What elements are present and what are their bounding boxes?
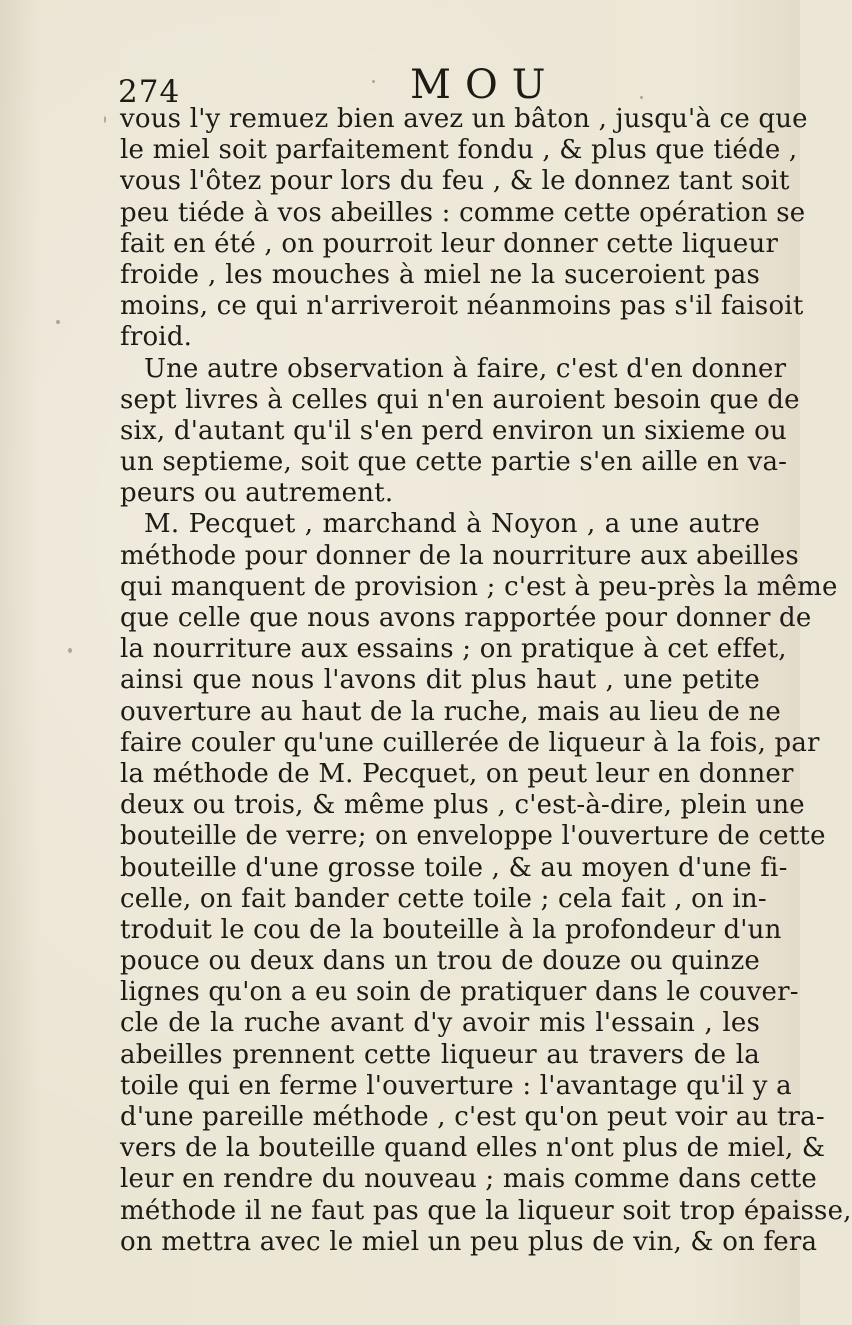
body-text	[120, 104, 852, 1258]
text-line: froide , les mouches à miel ne la suceroient pas	[120, 259, 760, 290]
paper-speck	[56, 320, 60, 324]
text-line: celle, on fait bander cette toile ; cela fait , on in-	[120, 883, 767, 914]
text-line: abeilles prennent cette liqueur au travers de la	[120, 1039, 760, 1070]
text-line: peurs ou autrement.	[120, 478, 394, 509]
paper-speck	[372, 80, 375, 83]
text-line: ouverture au haut de la ruche, mais au lieu de ne	[120, 696, 782, 727]
text-line: bouteille d'une grosse toile , & au moyen d'une fi-	[120, 852, 788, 883]
page-number: 274	[118, 74, 181, 110]
text-line: moins, ce qui n'arriveroit néanmoins pas s'il faisoit	[120, 291, 804, 322]
text-line: lignes qu'on a eu soin de pratiquer dans le couver-	[120, 977, 799, 1008]
paper-speck	[104, 116, 106, 123]
text-line: ainsi que nous l'avons dit plus haut , une petite	[120, 665, 760, 696]
text-line: cle de la ruche avant d'y avoir mis l'essain , les	[120, 1008, 760, 1039]
text-line: bouteille de verre; on enveloppe l'ouverture de cette	[120, 821, 826, 852]
text-line: la méthode de M. Pecquet, on peut leur en donner	[120, 758, 794, 789]
text-line: toile qui en ferme l'ouverture : l'avantage qu'il y a	[120, 1070, 792, 1101]
text-line: d'une pareille méthode , c'est qu'on peut voir au tra-	[120, 1102, 825, 1132]
text-line: qui manquent de provision ; c'est à peu-près la même	[120, 571, 838, 602]
text-line: vous l'ôtez pour lors du feu , & le donnez tant soit	[120, 166, 790, 197]
text-line: froid.	[120, 322, 193, 353]
text-line: pouce ou deux dans un trou de douze ou quinze	[120, 946, 760, 977]
text-line: peu tiéde à vos abeilles : comme cette opération se	[120, 197, 806, 228]
text-line: M. Pecquet , marchand à Noyon , a une autre	[144, 509, 760, 540]
text-line: vers de la bouteille quand elles n'ont plus de miel, &	[120, 1133, 826, 1164]
text-line: méthode pour donner de la nourriture aux abeilles	[120, 540, 799, 571]
text-line: deux ou trois, & même plus , c'est-à-dire, plein une	[120, 790, 805, 821]
text-line: vous l'y remuez bien avez un bâton , jusqu'à ce que	[120, 104, 808, 134]
text-line: fait en été , on pourroit leur donner cette liqueur	[120, 228, 779, 259]
paper-speck	[68, 648, 72, 653]
text-line: le miel soit parfaitement fondu , & plus que tiéde ,	[120, 135, 798, 166]
text-line: méthode il ne faut pas que la liqueur soit trop épaisse,	[120, 1195, 852, 1226]
text-line: faire couler qu'une cuillerée de liqueur à la fois, par	[120, 727, 820, 758]
text-line: que celle que nous avons rapportée pour donner de	[120, 603, 812, 633]
text-line: leur en rendre du nouveau ; mais comme dans cette	[120, 1164, 818, 1195]
paper-speck	[640, 96, 643, 99]
text-line: Une autre observation à faire, c'est d'en donner	[144, 353, 787, 384]
text-line: troduit le cou de la bouteille à la profondeur d'un	[120, 914, 782, 945]
text-line: six, d'autant qu'il s'en perd environ un sixieme ou	[120, 415, 787, 446]
text-line: sept livres à celles qui n'en auroient besoin que de	[120, 384, 800, 415]
text-line: on mettra avec le miel un peu plus de vin, & on fera	[120, 1226, 818, 1257]
text-line: un septieme, soit que cette partie s'en aille en va-	[120, 447, 788, 478]
running-head: MOU	[410, 62, 560, 108]
text-line: la nourriture aux essains ; on pratique à cet effet,	[120, 634, 787, 665]
